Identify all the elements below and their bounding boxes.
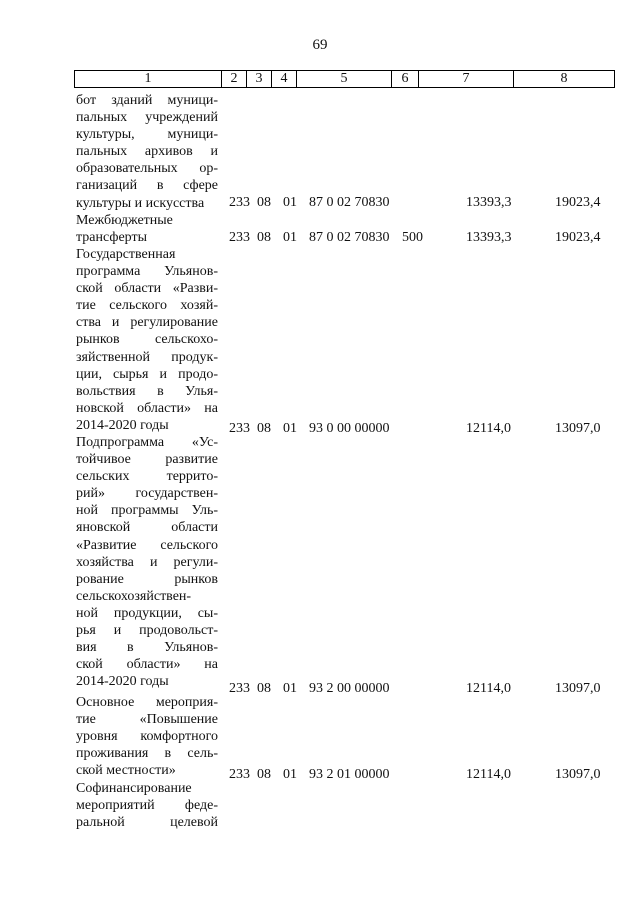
description-line: Основное мероприя- [76, 695, 218, 710]
cell-c5: 87 0 02 70830 [309, 230, 390, 245]
cell-c3: 08 [257, 195, 271, 210]
description-line: ной программы Уль- [76, 503, 218, 519]
cell-c5: 93 2 01 00000 [309, 767, 390, 782]
description-line: ганизаций в сфере [76, 178, 218, 194]
description-line: «Развитие сельского [76, 537, 218, 553]
header-col-3: 3 [247, 71, 272, 88]
table-row [0, 766, 640, 783]
cell-c7: 12114,0 [466, 767, 511, 782]
cell-c4: 01 [283, 681, 297, 696]
description-line: уровня комфортного [76, 729, 218, 745]
cell-c4: 01 [283, 195, 297, 210]
cell-c6: 500 [402, 230, 423, 245]
description-block [76, 246, 218, 434]
cell-c5: 87 0 02 70830 [309, 195, 390, 210]
cell-c8: 13097,0 [555, 681, 601, 696]
description-line: новской области» на [76, 400, 218, 416]
description-line: 2014-2020 годы [76, 674, 169, 690]
header-col-5: 5 [297, 71, 392, 88]
description-line: культуры, муници- [76, 127, 218, 143]
column-header-row [74, 70, 615, 88]
description-line: Государственная [76, 247, 176, 262]
description-line: вольствия в Улья- [76, 383, 218, 399]
description-line: ской местности» [76, 763, 176, 779]
cell-c4: 01 [283, 421, 297, 436]
cell-c8: 13097,0 [555, 421, 601, 436]
cell-c5: 93 2 00 00000 [309, 681, 390, 696]
cell-c3: 08 [257, 230, 271, 245]
description-line: ской области «Разви- [76, 281, 218, 297]
description-line: рий» государствен- [76, 486, 218, 502]
cell-c4: 01 [283, 767, 297, 782]
description-line: ции, сырья и продо- [76, 366, 218, 382]
header-col-8: 8 [514, 71, 615, 88]
cell-c7: 12114,0 [466, 421, 511, 436]
cell-c8: 19023,4 [555, 230, 601, 245]
description-line: Софинансирование [76, 781, 192, 796]
cell-c2: 233 [229, 421, 250, 436]
table-row [0, 420, 640, 437]
description-line: тойчивое развитие [76, 452, 218, 468]
cell-c2: 233 [229, 195, 250, 210]
description-line: ства и регулирование [76, 315, 218, 331]
description-line: ской области» на [76, 657, 218, 673]
header-col-1: 1 [75, 71, 222, 88]
description-line: ральной целевой [76, 815, 218, 831]
description-line: Подпрограмма «Ус- [76, 435, 218, 450]
description-line: тие сельского хозяй- [76, 298, 218, 314]
description-line: рование рынков [76, 571, 218, 587]
cell-c3: 08 [257, 421, 271, 436]
description-line: 2014-2020 годы [76, 417, 169, 433]
description-line: вия в Ульянов- [76, 640, 218, 656]
description-line: зяйственной продук- [76, 349, 218, 365]
description-line: яновской области [76, 520, 218, 536]
description-line: рья и продовольст- [76, 623, 218, 639]
description-line: сельскохозяйствен- [76, 588, 192, 604]
cell-c2: 233 [229, 230, 250, 245]
cell-c2: 233 [229, 681, 250, 696]
description-line: культуры и искусства [76, 195, 205, 211]
cell-c8: 13097,0 [555, 767, 601, 782]
description-block [76, 434, 218, 690]
cell-c2: 233 [229, 767, 250, 782]
table-row [0, 194, 640, 211]
description-line: мероприятий феде- [76, 798, 218, 814]
description-line: пальных учреждений [76, 110, 218, 126]
cell-c8: 19023,4 [555, 195, 601, 210]
description-line: хозяйства и регули- [76, 554, 218, 570]
cell-c3: 08 [257, 767, 271, 782]
description-line: ной продукции, сы- [76, 605, 218, 621]
description-line: проживания в сель- [76, 746, 218, 762]
header-col-6: 6 [392, 71, 419, 88]
description-line: бот зданий муници- [76, 93, 218, 108]
table-row [0, 680, 640, 697]
cell-c4: 01 [283, 230, 297, 245]
header-col-2: 2 [222, 71, 247, 88]
cell-c7: 13393,3 [466, 195, 512, 210]
description-line: трансферты [76, 230, 148, 246]
description-block [76, 780, 218, 831]
cell-c7: 13393,3 [466, 230, 512, 245]
cell-c7: 12114,0 [466, 681, 511, 696]
header-col-4: 4 [272, 71, 297, 88]
description-line: программа Ульянов- [76, 264, 218, 280]
cell-c3: 08 [257, 681, 271, 696]
header-col-7: 7 [419, 71, 514, 88]
description-line: сельских террито- [76, 469, 218, 485]
description-line: рынков сельскохо- [76, 332, 218, 348]
description-line: тие «Повышение [76, 712, 218, 728]
description-line: пальных архивов и [76, 144, 218, 160]
description-line: Межбюджетные [76, 213, 173, 228]
description-line: образовательных ор- [76, 161, 218, 177]
page-number: 69 [312, 37, 328, 53]
cell-c5: 93 0 00 00000 [309, 421, 390, 436]
table-row [0, 229, 640, 246]
